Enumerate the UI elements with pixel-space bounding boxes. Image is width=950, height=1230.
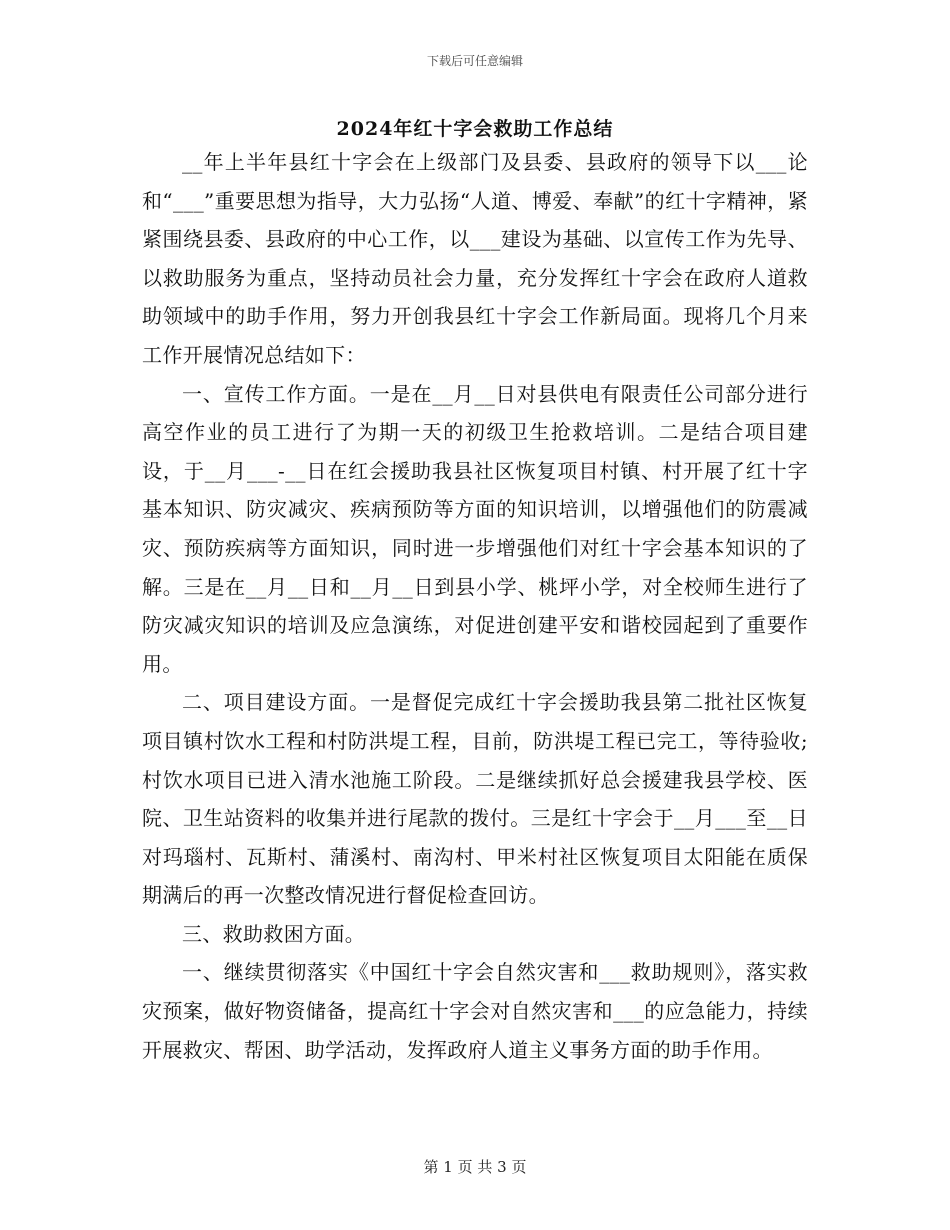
page-number: 第 1 页 共 3 页 [423,1158,527,1176]
paragraph-relief-heading: 三、救助救困方面。 [182,921,366,946]
paragraph-intro: __年上半年县红十字会在上级部门及县委、县政府的领导下以___论和“___”重要思想为指导，大力弘扬“人道、博爱、奉献”的红十字精神，紧紧围绕县委、县政府的中心工作，以___建设为基础、以宣传工作为先导、以救助服务为重点，坚持动员社会力量，充分发挥红十字会在政府人道救助领域中的助手作用，努力开创我县红十字会工作新局面。现将几个月来工作开展情况总结如下： [142,150,808,367]
paragraph-relief-1: 一、继续贯彻落实《中国红十字会自然灾害和___救助规则》，落实救灾预案，做好物资储备，提高红十字会对自然灾害和___的应急能力，持续开展救灾、帮困、助学活动，发挥政府人道主义事务方面的助手作用。 [142,960,808,1062]
page-header-note: 下载后可任意编辑 [426,54,523,68]
paragraph-publicity: 一、宣传工作方面。一是在__月__日对县供电有限责任公司部分进行高空作业的员工进行了为期一天的初级卫生抢救培训。二是结合项目建设，于__月___-__日在红会援助我县社区恢复项目村镇、村开展了红十字基本知识、防灾减灾、疾病预防等方面的知识培训，以增强他们的防震减灾、预防疾病等方面知识，同时进一步增强他们对红十字会基本知识的了解。三是在__月__日和__月__日到县小学、桃坪小学，对全校师生进行了防灾减灾知识的培训及应急演练，对促进创建平安和谐校园起到了重要作用。 [142,381,808,676]
document-body [142,143,808,1069]
document-title: 2024年红十字会救助工作总结 [336,118,614,140]
paragraph-projects: 二、项目建设方面。一是督促完成红十字会援助我县第二批社区恢复项目镇村饮水工程和村防洪堤工程，目前，防洪堤工程已完工，等待验收;村饮水项目已进入清水池施工阶段。二是继续抓好总会援建我县学校、医院、卫生站资料的收集并进行尾款的拨付。三是红十字会于__月___至__日对玛瑙村、瓦斯村、蒲溪村、南沟村、甲米村社区恢复项目太阳能在质保期满后的再一次整改情况进行督促检查回访。 [142,690,808,908]
